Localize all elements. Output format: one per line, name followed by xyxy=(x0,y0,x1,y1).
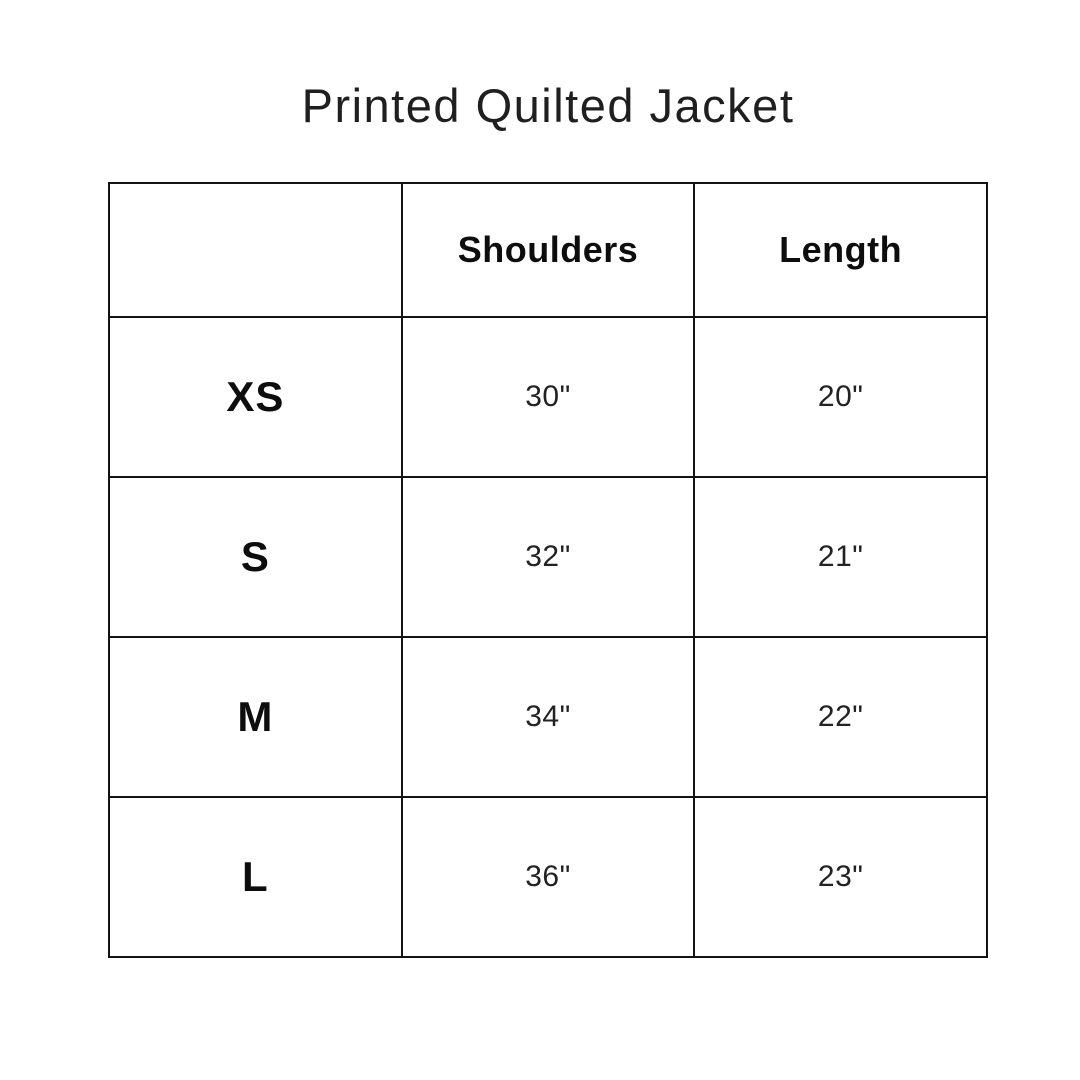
size-chart-table xyxy=(108,182,988,958)
shoulders-value: 32" xyxy=(402,477,695,637)
column-header-shoulders: Shoulders xyxy=(402,183,695,317)
table-row xyxy=(109,797,987,957)
column-header-length: Length xyxy=(694,183,987,317)
length-value: 20" xyxy=(694,317,987,477)
corner-cell xyxy=(109,183,402,317)
size-label-xs: XS xyxy=(109,317,402,477)
table-header-row xyxy=(109,183,987,317)
table-row xyxy=(109,637,987,797)
table-row xyxy=(109,477,987,637)
shoulders-value: 36" xyxy=(402,797,695,957)
length-value: 22" xyxy=(694,637,987,797)
size-label-m: M xyxy=(109,637,402,797)
size-label-l: L xyxy=(109,797,402,957)
size-label-s: S xyxy=(109,477,402,637)
table-row xyxy=(109,317,987,477)
shoulders-value: 34" xyxy=(402,637,695,797)
shoulders-value: 30" xyxy=(402,317,695,477)
length-value: 21" xyxy=(694,477,987,637)
page-title: Printed Quilted Jacket xyxy=(301,79,795,132)
length-value: 23" xyxy=(694,797,987,957)
